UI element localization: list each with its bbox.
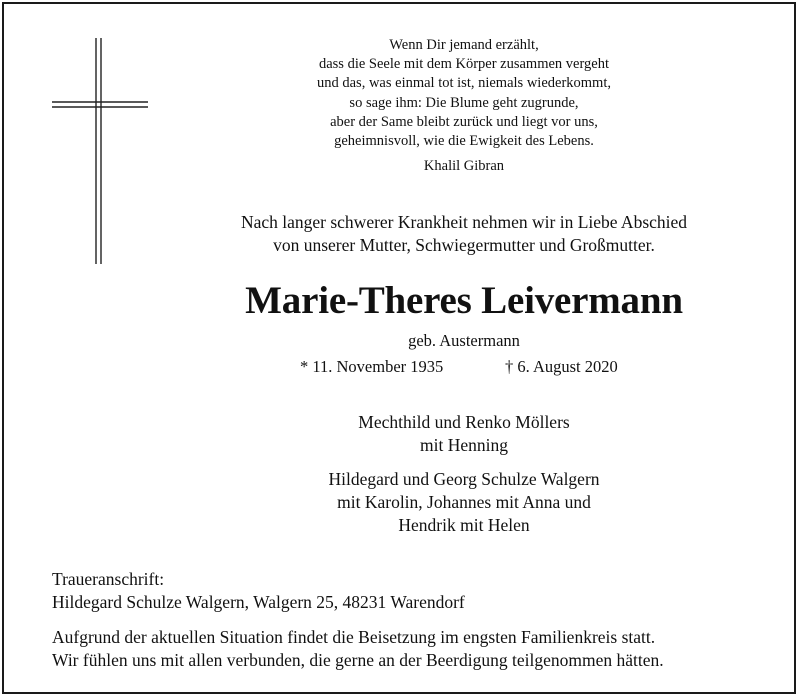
intro-text <box>200 211 728 257</box>
intro-line: von unserer Mutter, Schwiegermutter und Großmutter. <box>273 235 655 255</box>
poem-author: Khalil Gibran <box>423 158 505 174</box>
poem-line: so sage ihm: Die Blume geht zugrunde, <box>349 94 579 111</box>
poem <box>240 36 688 151</box>
notice-line: Wir fühlen uns mit allen verbunden, die gerne an der Beerdigung teilgenommen hätten. <box>52 650 664 670</box>
mourner-line: Mechthild und Renko Möllers <box>358 412 570 432</box>
deceased-name: Marie-Theres Leivermann <box>245 279 683 322</box>
mourner-line: mit Henning <box>420 435 508 455</box>
death-date: † 6. August 2020 <box>505 357 618 376</box>
address-value: Hildegard Schulze Walgern, Walgern 25, 48231 Warendorf <box>52 592 465 612</box>
poem-line: Wenn Dir jemand erzählt, <box>389 37 539 53</box>
mourner-group <box>240 468 688 537</box>
mourner-group <box>240 411 688 457</box>
poem-line: geheimnisvoll, wie die Ewigkeit des Lebens. <box>334 133 594 150</box>
poem-line: und das, was einmal tot ist, niemals wiederkommt, <box>317 75 611 92</box>
notice-line: Aufgrund der aktuellen Situation findet die Beisetzung im engsten Familienkreis statt. <box>52 627 656 647</box>
address-label: Traueranschrift: <box>52 569 165 589</box>
birth-date: * 11. November 1935 <box>300 357 444 376</box>
mourner-line: mit Karolin, Johannes mit Anna und <box>337 492 591 512</box>
mourner-line: Hildegard und Georg Schulze Walgern <box>328 469 600 489</box>
funeral-notice <box>52 626 664 672</box>
intro-line: Nach langer schwerer Krankheit nehmen wir in Liebe Abschied <box>240 212 688 232</box>
latin-cross-icon <box>52 38 148 264</box>
mourner-line: Hendrik mit Helen <box>398 515 530 535</box>
poem-line: dass die Seele mit dem Körper zusammen vergeht <box>318 56 610 73</box>
maiden-name: geb. Austermann <box>408 331 520 350</box>
mourning-address <box>52 568 465 614</box>
poem-line: aber der Same bleibt zurück und liegt vor uns, <box>330 113 598 130</box>
